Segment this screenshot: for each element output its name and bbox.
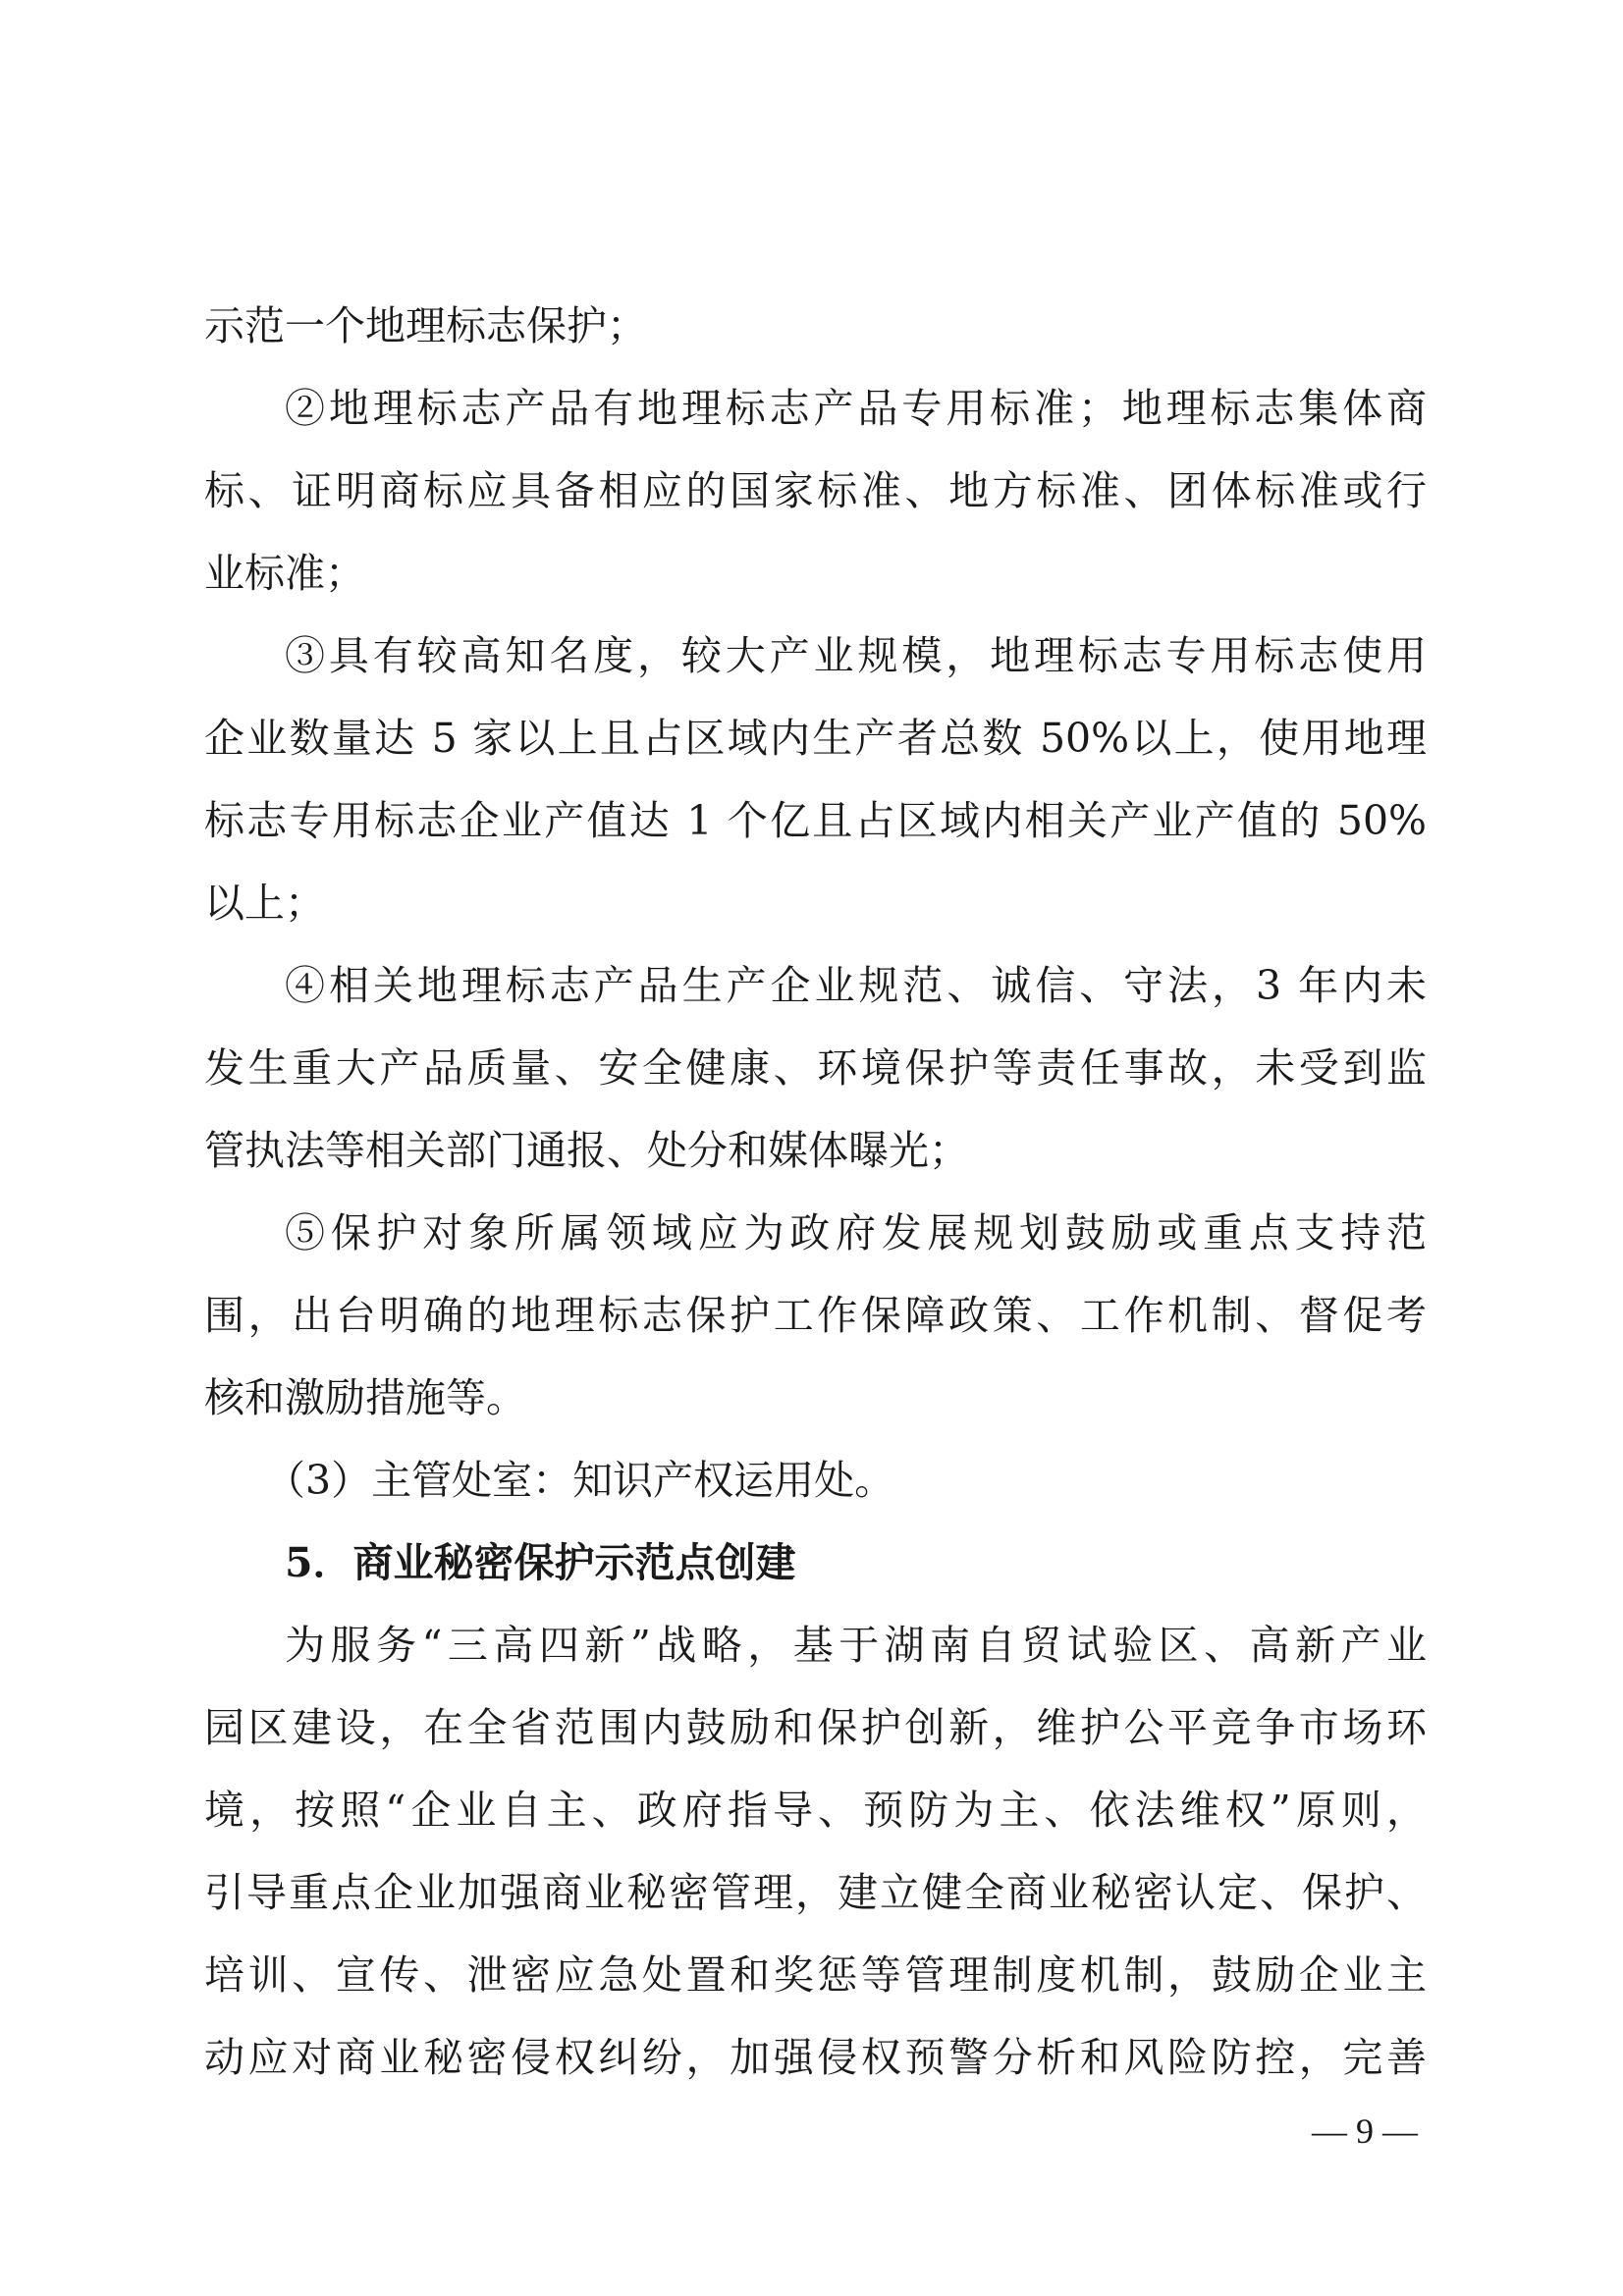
paragraph-item-3-first-line: ③具有较高知名度，较大产业规模，地理标志专用标志使用 [285,632,1427,679]
text-line: 核和激励措施等。 [204,1374,526,1421]
text-line: 引导重点企业加强商业秘密管理，建立健全商业秘密认定、保护、 [204,1869,1427,1916]
section-heading: 5．商业秘密保护示范点创建 [285,1539,796,1586]
text-line: 动应对商业秘密侵权纠纷，加强侵权预警分析和风险防控，完善 [204,2034,1427,2081]
text-line: 示范一个地理标志保护； [204,302,647,349]
text-line: 围，出台明确的地理标志保护工作保障政策、工作机制、督促考 [204,1292,1427,1339]
page-number: — 9 — [1312,2111,1418,2151]
text-line: 培训、宣传、泄密应急处置和奖惩等管理制度机制，鼓励企业主 [204,1951,1427,1999]
text-line: 业标准； [204,550,365,597]
text-line: 以上； [204,880,325,927]
paragraph-item-2-first-line: ②地理标志产品有地理标志产品专用标准；地理标志集体商 [285,385,1427,432]
paragraph-item-4-first-line: ④相关地理标志产品生产企业规范、诚信、守法，3 年内未 [285,962,1427,1009]
text-line: 发生重大产品质量、安全健康、环境保护等责任事故，未受到监 [204,1044,1427,1092]
text-line: 标志专用标志企业产值达 1 个亿且占区域内相关产业产值的 50% [204,797,1427,844]
text-line: 管执法等相关部门通报、处分和媒体曝光； [204,1127,969,1174]
text-line: 企业数量达 5 家以上且占区域内生产者总数 50%以上，使用地理 [204,715,1427,762]
responsible-department-line: （3）主管处室：知识产权运用处。 [265,1457,895,1504]
text-line: 园区建设，在全省范围内鼓励和保护创新，维护公平竞争市场环 [204,1704,1427,1751]
text-line: 标、证明商标应具备相应的国家标准、地方标准、团体标准或行 [204,467,1427,514]
paragraph-first-line: 为服务“三高四新”战略，基于湖南自贸试验区、高新产业 [285,1622,1427,1669]
text-line: 境，按照“企业自主、政府指导、预防为主、依法维权”原则， [204,1787,1427,1834]
paragraph-item-5-first-line: ⑤保护对象所属领域应为政府发展规划鼓励或重点支持范 [285,1209,1427,1256]
